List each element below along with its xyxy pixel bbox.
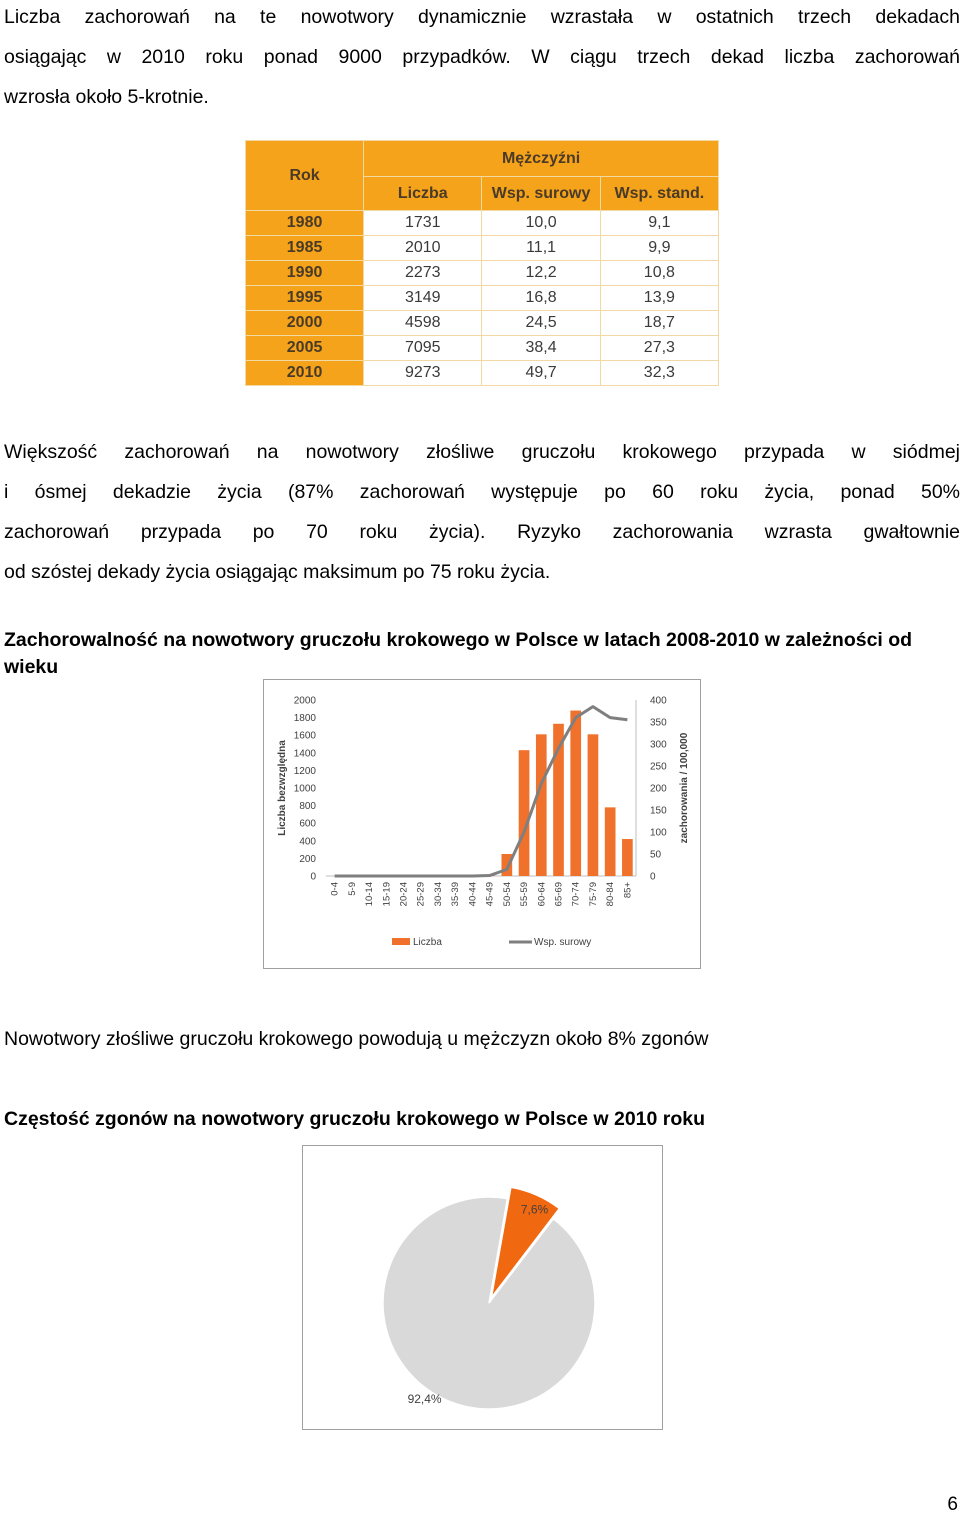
cell-rok: 2000 [246,311,364,336]
cell-surowy: 24,5 [482,311,600,336]
cell-liczba: 4598 [364,311,482,336]
cell-liczba: 9273 [364,361,482,386]
cell-rok: 1985 [246,236,364,261]
age-paragraph [4,432,960,592]
x-tick-label: 15-19 [381,882,392,906]
left-tick-label: 2000 [294,696,317,707]
pie-label: 7,6% [521,1203,549,1217]
cell-stand: 18,7 [600,311,718,336]
cell-surowy: 16,8 [482,286,600,311]
cell-stand: 13,9 [600,286,718,311]
left-tick-label: 1000 [294,784,317,795]
cell-stand: 9,9 [600,236,718,261]
x-tick-label: 20-24 [399,882,410,906]
group-header: Mężczyźni [364,141,719,177]
x-tick-label: 0-4 [330,882,341,896]
col-header-rok: Rok [246,141,364,211]
intro-line: Liczba zachorowań na te nowotwory dynamicznie wzrastała w ostatnich trzech dekadach [4,0,960,37]
left-tick-label: 0 [310,872,316,883]
pie-slice [383,1197,595,1409]
cell-stand: 10,8 [600,261,718,286]
legend-label-liczba: Liczba [413,937,442,948]
cell-rok: 1980 [246,211,364,236]
incidence-chart [263,679,701,969]
table-body [246,211,719,386]
col-header-stand: Wsp. stand. [600,177,718,211]
age-line: zachorowań przypada po 70 roku życia). Ryzyko zachorowania wzrasta gwałtownie [4,512,960,552]
bar [605,807,616,876]
deaths-paragraph: Nowotwory złośliwe gruczołu krokowego powodują u mężczyzn około 8% zgonów [4,1026,960,1052]
legend-swatch-liczba [392,938,410,945]
x-tick-label: 85+ [622,882,633,899]
incidence-chart-heading: Zachorowalność na nowotwory gruczołu krokowego w Polsce w latach 2008-2010 w zależności od wieku [4,627,954,681]
right-tick-label: 150 [650,806,667,817]
cell-liczba: 2273 [364,261,482,286]
pie-label: 92,4% [408,1392,442,1406]
cell-surowy: 12,2 [482,261,600,286]
table-row [246,286,719,311]
bar [501,854,512,876]
cell-liczba: 3149 [364,286,482,311]
x-tick-label: 75-79 [588,882,599,906]
cell-rok: 1990 [246,261,364,286]
table-row [246,261,719,286]
left-tick-label: 1600 [294,731,317,742]
right-tick-label: 350 [650,718,667,729]
col-header-liczba: Liczba [364,177,482,211]
intro-paragraph [4,0,960,117]
right-tick-label: 400 [650,696,667,707]
x-tick-label: 25-29 [416,882,427,906]
cell-surowy: 38,4 [482,336,600,361]
left-tick-label: 1200 [294,766,317,777]
cell-stand: 27,3 [600,336,718,361]
right-tick-label: 250 [650,762,667,773]
intro-line: wzrosła około 5-krotnie. [4,77,960,117]
age-line: Większość zachorowań na nowotwory złośliwe gruczołu krokowego przypada w siódmej [4,432,960,472]
bar [570,711,581,876]
left-tick-label: 1800 [294,713,317,724]
incidence-chart-svg [264,680,700,968]
x-tick-label: 30-34 [433,882,444,906]
age-line: i ósmej dekadzie życia (87% zachorowań występuje po 60 roku życia, ponad 50% [4,472,960,512]
cell-surowy: 11,1 [482,236,600,261]
deaths-pie-svg [303,1146,662,1429]
right-tick-label: 50 [650,850,662,861]
cell-liczba: 1731 [364,211,482,236]
x-tick-label: 5-9 [347,882,358,896]
age-line: od szóstej dekady życia osiągając maksimum po 75 roku życia. [4,552,960,592]
cell-stand: 9,1 [600,211,718,236]
x-tick-label: 65-69 [554,882,565,906]
table-row [246,361,719,386]
x-tick-label: 45-49 [485,882,496,906]
x-tick-label: 80-84 [605,882,616,906]
incidence-table [245,140,719,386]
x-tick-label: 55-59 [519,882,530,906]
right-tick-label: 300 [650,740,667,751]
x-tick-label: 10-14 [364,882,375,906]
y-axis-right-label: zachorowania / 100,000 [679,732,690,843]
left-tick-label: 800 [299,801,316,812]
deaths-pie-chart [302,1145,663,1430]
right-tick-label: 100 [650,828,667,839]
col-header-surowy: Wsp. surowy [482,177,600,211]
left-tick-label: 200 [299,854,316,865]
bar [622,839,633,876]
y-axis-label: Liczba bezwzględna [277,740,288,836]
x-tick-label: 35-39 [450,882,461,906]
page-number: 6 [947,1494,958,1516]
cell-rok: 2010 [246,361,364,386]
table-row [246,236,719,261]
cell-surowy: 10,0 [482,211,600,236]
right-tick-label: 200 [650,784,667,795]
left-tick-label: 1400 [294,748,317,759]
x-tick-label: 60-64 [536,882,547,906]
table-row [246,336,719,361]
table-row [246,311,719,336]
cell-stand: 32,3 [600,361,718,386]
x-tick-label: 50-54 [502,882,513,906]
cell-liczba: 7095 [364,336,482,361]
left-tick-label: 400 [299,836,316,847]
intro-line: osiągając w 2010 roku ponad 9000 przypadków. W ciągu trzech dekad liczba zachorowań [4,37,960,77]
left-tick-label: 600 [299,819,316,830]
x-tick-label: 40-44 [467,882,478,906]
bar [588,734,599,876]
cell-surowy: 49,7 [482,361,600,386]
deaths-chart-heading: Częstość zgonów na nowotwory gruczołu krokowego w Polsce w 2010 roku [4,1106,954,1132]
cell-rok: 2005 [246,336,364,361]
right-tick-label: 0 [650,872,656,883]
table-row [246,211,719,236]
cell-liczba: 2010 [364,236,482,261]
bar [536,734,547,876]
bar [519,750,530,876]
line-series-wsp-surowy [335,707,628,876]
legend-label-wsp-surowy: Wsp. surowy [534,937,591,948]
x-tick-label: 70-74 [571,882,582,906]
cell-rok: 1995 [246,286,364,311]
